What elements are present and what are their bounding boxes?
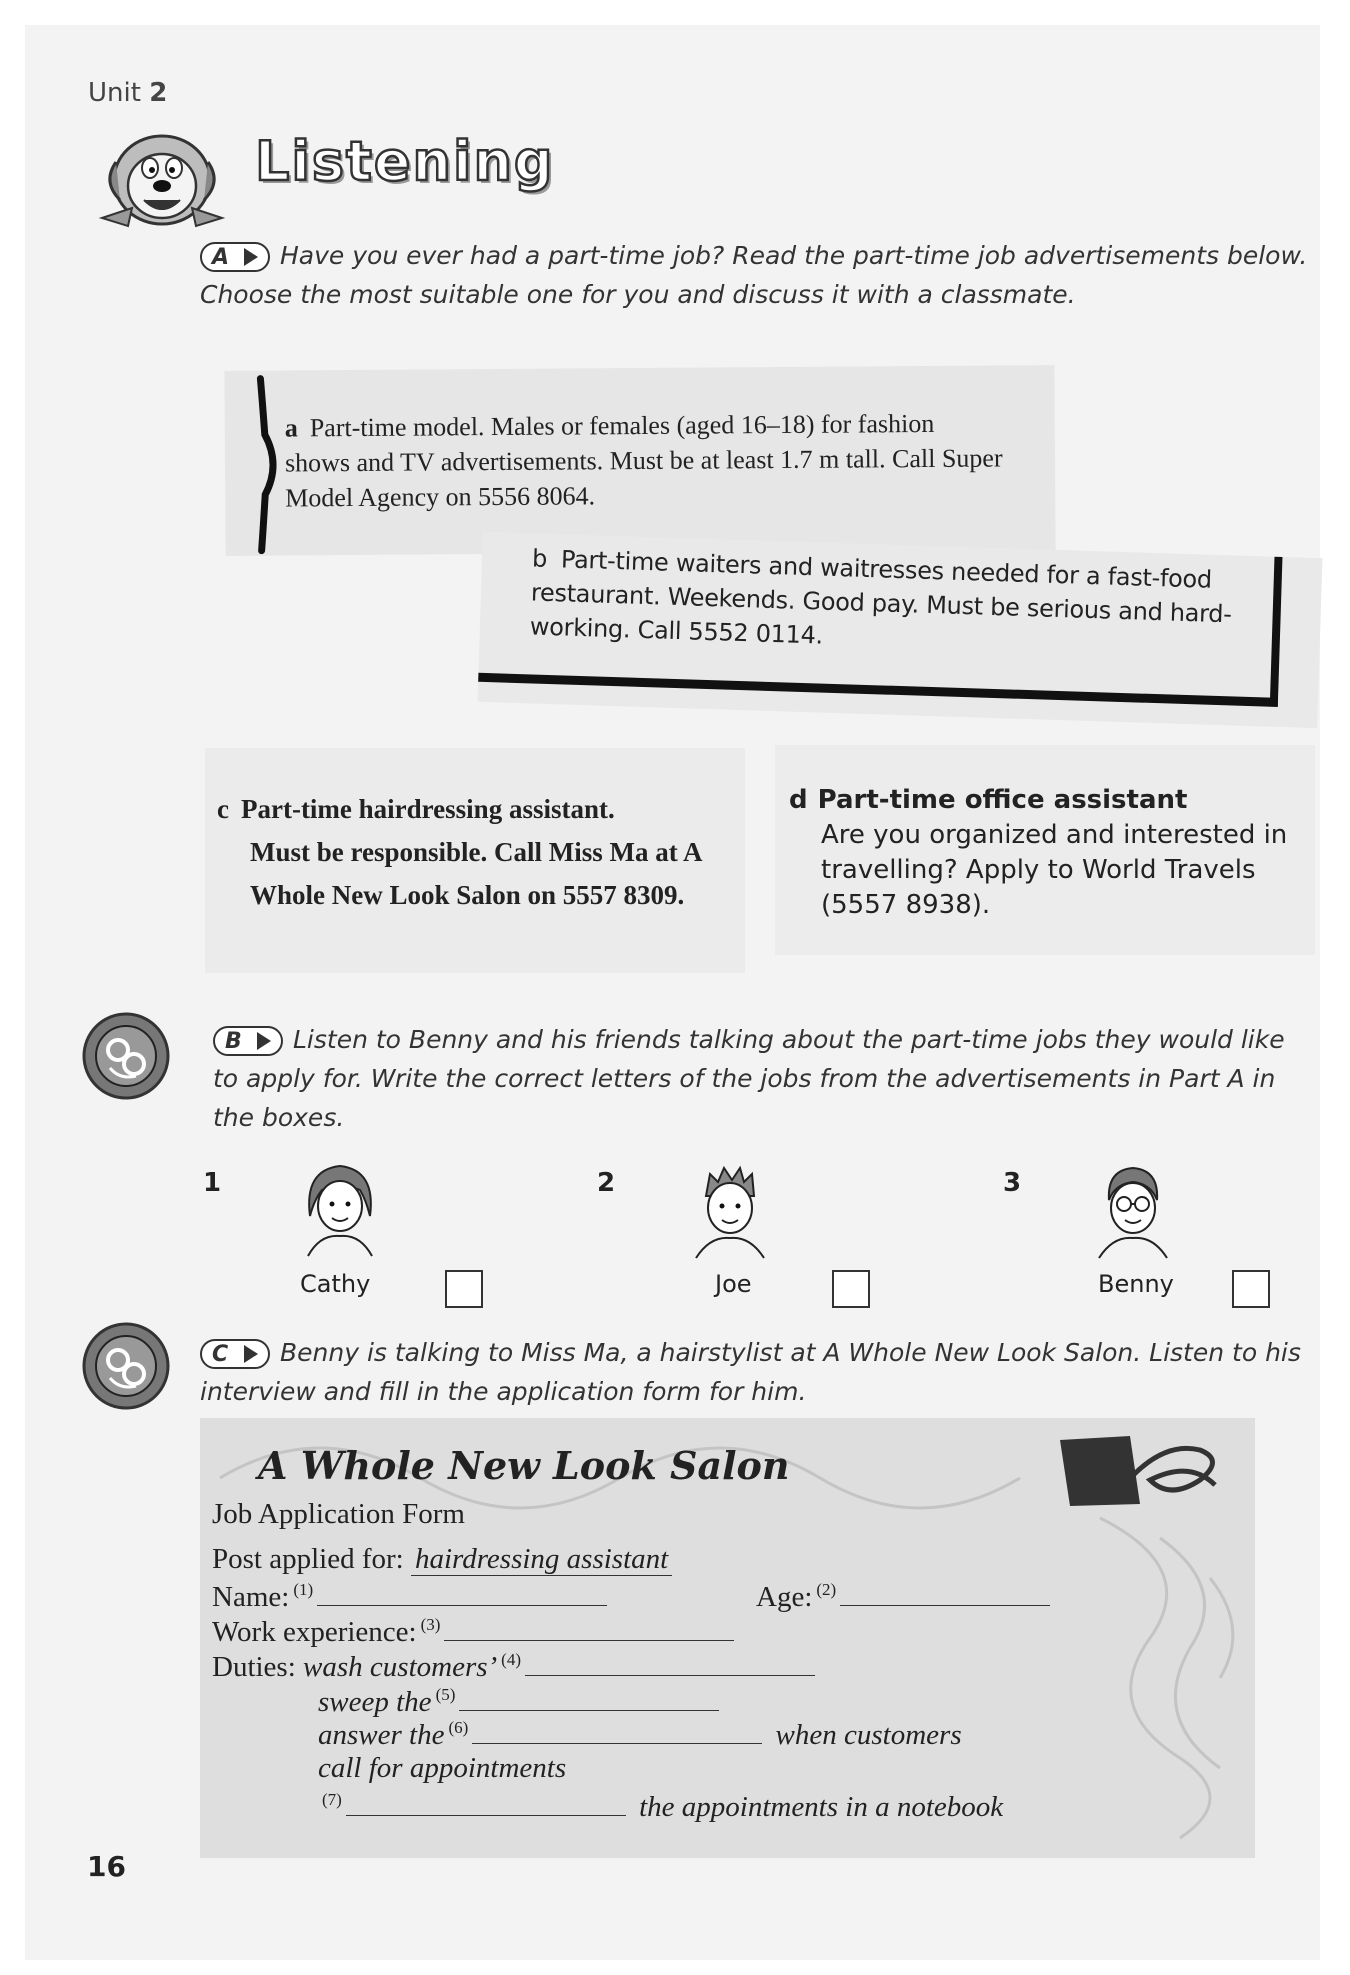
part-b-tag: B [213, 1026, 283, 1056]
part-c-instruction [200, 1333, 1310, 1411]
answer-box[interactable] [1232, 1270, 1270, 1308]
ad-b-letter: b [531, 544, 548, 573]
experience-label: Work experience: [212, 1616, 417, 1648]
duty-1-input[interactable] [525, 1650, 815, 1676]
part-a-instruction-text: Have you ever had a part-time job? Read the part-time job advertisements below. Choose the most suitable one for you and discuss it with a classmate. [200, 241, 1308, 309]
unit-number: 2 [149, 78, 168, 108]
name-input[interactable] [317, 1580, 607, 1606]
answer-box[interactable] [445, 1270, 483, 1308]
duty-2-row [318, 1685, 719, 1719]
duty-3-input[interactable] [472, 1718, 762, 1744]
person-number: 1 [203, 1168, 222, 1198]
experience-row [212, 1615, 734, 1649]
ad-c-text [217, 788, 727, 917]
cd-audio-icon [80, 1010, 172, 1102]
page-number: 16 [87, 1850, 126, 1883]
ad-a [224, 365, 1055, 556]
ad-b-body: Part-time waiters and waitresses needed for a fast-food restaurant. Weekends. Good pay. Must be serious and hard-working. Call 5552 0114. [529, 545, 1233, 650]
ad-a-letter: a [284, 413, 298, 443]
unit-label: Unit 2 [88, 78, 168, 108]
ad-d-heading: Part-time office assistant [817, 785, 1188, 815]
person-number: 3 [1003, 1168, 1022, 1198]
salon-name: A Whole New Look Salon [258, 1443, 790, 1488]
ad-a-body: Part-time model. Males or females (aged 16–18) for fashion shows and TV advertisements. Must be at least 1.7 m tall. Call Super Model Agency on 5556 8064. [284, 408, 1003, 513]
part-b-instruction-text: Listen to Benny and his friends talking about the part-time jobs they would like to apply for. Write the correct letters of the jobs from the advertisements in Part A in the boxes. [213, 1025, 1285, 1132]
cd-audio-icon [80, 1320, 172, 1412]
name-label: Name: [212, 1581, 290, 1613]
duty-2-text: sweep the [318, 1686, 432, 1718]
duty-3-text: answer the [318, 1719, 445, 1751]
form-title: Job Application Form [212, 1498, 465, 1530]
girl-face-icon [300, 1160, 380, 1260]
application-form [200, 1418, 1255, 1858]
duty-5-row [318, 1790, 1003, 1824]
duty-3-blank-number: (6) [448, 1718, 469, 1738]
answer-box[interactable] [832, 1270, 870, 1308]
mascot-dog-icon [92, 122, 232, 232]
salon-logo-icon [1050, 1430, 1230, 1510]
person-name: Joe [715, 1270, 752, 1298]
part-c-instruction-text: Benny is talking to Miss Ma, a hairstylist at A Whole New Look Salon. Listen to his interview and fill in the application form for him. [200, 1338, 1301, 1406]
duty-5-blank-number: (7) [322, 1790, 342, 1810]
age-input[interactable] [840, 1580, 1050, 1606]
bracket-decoration [254, 374, 285, 554]
part-a-instruction [200, 236, 1310, 314]
duty-3-tail: when customers [775, 1719, 962, 1751]
part-c-tag: C [200, 1339, 270, 1369]
duty-4-row [318, 1752, 566, 1785]
ad-d-text [789, 783, 1314, 923]
duty-3-row [318, 1718, 962, 1752]
ad-d-body: Are you organized and interested in travelling? Apply to World Travels (5557 8938). [821, 820, 1288, 920]
person-name: Benny [1098, 1270, 1174, 1298]
ad-a-text [285, 405, 1006, 515]
experience-blank-number: (3) [420, 1615, 441, 1635]
duty-4-text: call for appointments [318, 1752, 567, 1784]
ad-c-letter: c [217, 794, 229, 824]
duties-label: Duties: [212, 1651, 296, 1683]
person-number: 2 [597, 1168, 616, 1198]
section-title: Listening [255, 130, 555, 193]
age-blank-number: (2) [816, 1580, 837, 1600]
duty-5-tail: the appointments in a notebook [639, 1791, 1004, 1823]
ad-c-line1: Part-time hairdressing assistant. [240, 794, 615, 824]
duty-5-input[interactable] [346, 1790, 626, 1816]
boy-face-icon [690, 1160, 770, 1260]
age-row [756, 1580, 1050, 1614]
age-label: Age: [756, 1581, 813, 1613]
post-label: Post applied for: [212, 1543, 404, 1575]
duty-2-input[interactable] [459, 1685, 719, 1711]
post-answer: hairdressing assistant [411, 1543, 672, 1576]
duty-1-text: wash customers’ [303, 1651, 498, 1683]
boy-glasses-face-icon [1093, 1160, 1173, 1260]
ad-d [775, 745, 1315, 955]
post-row [212, 1543, 672, 1576]
ad-d-letter: d [789, 785, 808, 815]
duty-2-blank-number: (5) [435, 1685, 456, 1705]
person-name: Cathy [300, 1270, 371, 1298]
ad-c-body: Must be responsible. Call Miss Ma at A Whole New Look Salon on 5557 8309. [250, 837, 702, 910]
name-blank-number: (1) [293, 1580, 314, 1600]
part-b-instruction [213, 1020, 1313, 1137]
experience-input[interactable] [444, 1615, 734, 1641]
name-row [212, 1580, 607, 1614]
ad-c [205, 748, 745, 973]
duties-row [212, 1650, 815, 1684]
duty-1-blank-number: (4) [501, 1650, 521, 1670]
ad-b [478, 532, 1323, 728]
part-a-tag: A [200, 242, 270, 272]
